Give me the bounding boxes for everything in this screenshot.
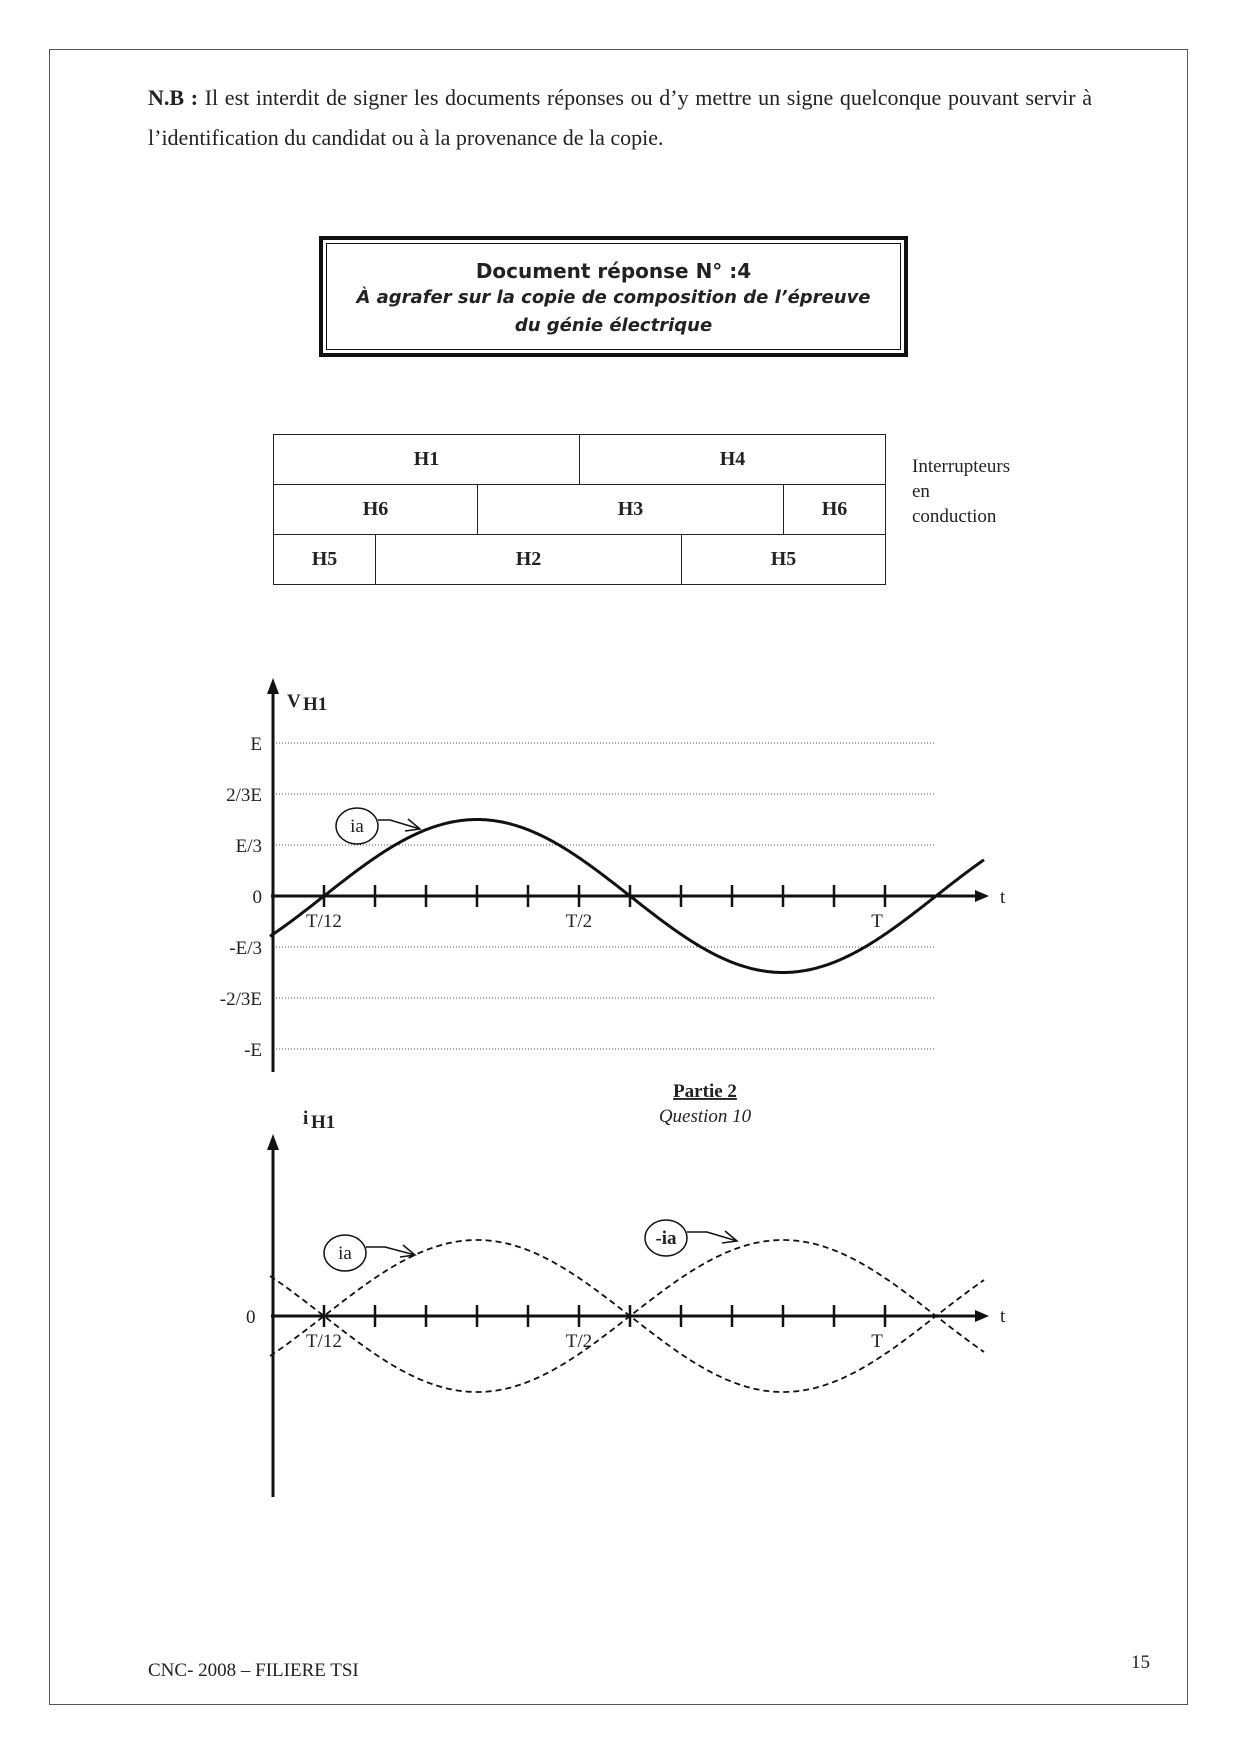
notice-label: N.B : [148,85,199,110]
chart2-neg-ia-bubble-arrow [687,1232,737,1241]
switch-cell: H5 [682,535,886,585]
document-title: Document réponse N° :4 [475,259,752,283]
switch-note-line1: Interrupteurs [912,456,1011,477]
chart2-ylabel: i [303,1108,309,1129]
chart2-xlabel: t [1000,1306,1006,1327]
chart2-ytick-0: 0 [246,1307,256,1328]
notice-text: Il est interdit de signer les documents réponses ou d’y mettre un signe quelconque pouvant servir à l’identification du candidat ou à la provenance de la copie. [148,85,1092,150]
chart1-xlabel: t [1000,887,1006,908]
chart1-y-arrow [267,678,279,694]
switch-cell: H6 [784,485,886,535]
document-subtitle-line1: À agrafer sur la copie de composition de l’épreuve [356,287,871,308]
switch-cell: H3 [478,485,784,535]
switch-note-line3: conduction [912,506,997,527]
chart1-y-tick-label: 2/3E [226,784,262,806]
current-chart [246,1108,1006,1497]
chart2-x-arrow [975,1310,989,1322]
chart1-ylabel-sub: H1 [303,694,328,715]
chart1-x-tick-label: T/2 [565,911,593,932]
chart2-x-tick-label: T/2 [565,1331,593,1352]
caption-part: Partie 2 [673,1081,737,1102]
chart2-ia-bubble-label: ia [338,1243,352,1264]
chart2-ylabel-sub: H1 [311,1112,336,1133]
switch-cell: H1 [274,435,580,485]
chart1-y-tick-label: E [250,734,262,755]
chart1-y-tick-label: -E [244,1040,262,1061]
chart2-x-tick-label: T/12 [306,1331,342,1352]
chart1-x-arrow [975,890,989,902]
footer-exam: CNC- 2008 – FILIERE TSI [148,1660,359,1681]
chart1-y-tick-label: -2/3E [219,989,262,1011]
chart1-ia-bubble-label: ia [350,816,364,837]
chart1-ylabel: V [287,691,301,712]
document-subtitle-line2: du génie électrique [514,315,713,336]
chart1-y-tick-label: E/3 [235,836,262,858]
chart2-y-arrow [267,1134,279,1150]
switch-cell: H6 [274,485,478,535]
switch-note-line2: en [912,481,930,502]
chart2-x-tick-label: T [871,1331,883,1352]
chart1-x-tick-label: T/12 [306,911,342,932]
chart2-neg-ia-bubble-label: -ia [655,1228,677,1249]
switch-cell: H4 [580,435,886,485]
caption-question: Question 10 [658,1106,752,1127]
chart1-y-tick-label: 0 [252,887,262,908]
switch-cell: H2 [376,535,682,585]
voltage-chart [220,678,1006,1072]
page-number: 15 [1131,1652,1150,1673]
switch-cell: H5 [274,535,376,585]
chart1-y-tick-label: -E/3 [229,937,262,959]
chart1-x-tick-label: T [871,911,883,932]
